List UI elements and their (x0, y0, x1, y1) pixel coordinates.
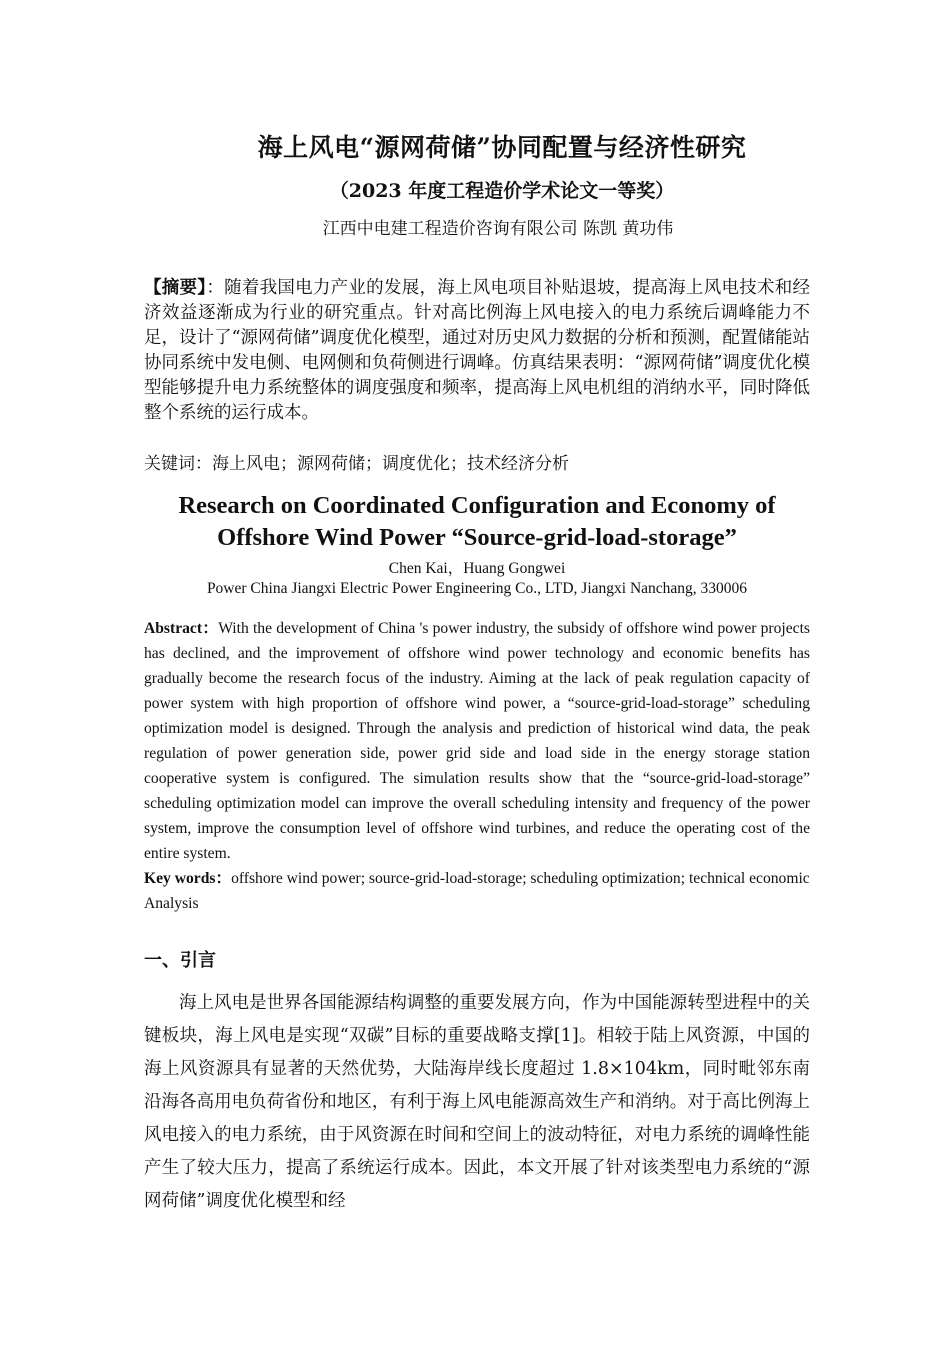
english-abstract-label: Abstract： (144, 620, 219, 637)
english-authors: Chen Kai，Huang Gongwei (388, 560, 566, 577)
section-heading-introduction: 一、引言 (144, 950, 216, 971)
english-affiliation: Power China Jiangxi Electric Power Engineering Co., LTD, Jiangxi Nanchang, 330006 (206, 580, 748, 597)
chinese-abstract-text: ：随着我国电力产业的发展，海上风电项目补贴退坡，提高海上风电技术和经济效益逐渐成为行业的研究重点。针对高比例海上风电接入的电力系统后调峰能力不足，设计了“源网荷储”调度优化模型，通过对历史风力数据的分析和预测，配置储能站协同系统中发电侧、电网侧和负荷侧进行调峰。仿真结果表明：“源网荷储”调度优化模型能够提升电力系统整体的调度强度和频率，提高海上风电机组的消纳水平，同时降低整个系统的运行成本。 (144, 278, 811, 423)
english-abstract (144, 616, 810, 866)
chinese-abstract (144, 276, 810, 426)
chinese-keywords: 关键词：海上风电；源网荷储；调度优化；技术经济分析 (144, 454, 569, 474)
introduction-paragraph: 海上风电是世界各国能源结构调整的重要发展方向，作为中国能源转型进程中的关键板块，海上风电是实现“双碳”目标的重要战略支撑[1]。相较于陆上风资源，中国的海上风资源具有显著的天然优势，大陆海岸线长度超过 1.8×104km，同时毗邻东南沿海各高用电负荷省份和地区，有利于海上风电能源高效生产和消纳。对于高比例海上风电接入的电力系统，由于风资源在时间和空间上的波动特征，对电力系统的调峰性能产生了较大压力，提高了系统运行成本。因此，本文开展了针对该类型电力系统的“源网荷储”调度优化模型和经 (144, 993, 810, 1211)
english-title (144, 490, 810, 554)
english-abstract-text: With the development of China 's power industry, the subsidy of offshore wind power projects has declined, and the improvement of offshore wind power technology and economic benefits has gradually become the research focus of the industry. Aiming at the lack of peak regulation capacity of power system with high proportion of offshore wind power, a “source-grid-load-storage” scheduling optimization model is designed. Through the analysis and prediction of historical wind data, the peak regulation of power generation side, power grid side and load side in the energy storage station cooperative system is configured. The simulation results show that the “source-grid-load-storage” scheduling optimization model can improve the overall scheduling intensity and frequency of the power system, improve the consumption level of offshore wind turbines, and reduce the operating cost of the entire system. (144, 620, 810, 862)
english-title-line-2: Offshore Wind Power “Source-grid-load-storage” (217, 524, 737, 551)
english-keywords (144, 866, 810, 916)
chinese-authors: 江西中电建工程造价咨询有限公司 陈凯 黄功伟 (322, 219, 674, 239)
english-keywords-label: Key words： (144, 870, 232, 887)
chinese-title: 海上风电“源网荷储”协同配置与经济性研究 (257, 133, 747, 162)
chinese-abstract-label: 【摘要】 (144, 278, 207, 298)
chinese-subtitle: （2023 年度工程造价学术论文一等奖） (329, 180, 675, 202)
english-title-line-1: Research on Coordinated Configuration and Economy of (178, 492, 776, 519)
english-keywords-text: offshore wind power; source-grid-load-storage; scheduling optimization; technical economic Analysis (144, 870, 810, 912)
